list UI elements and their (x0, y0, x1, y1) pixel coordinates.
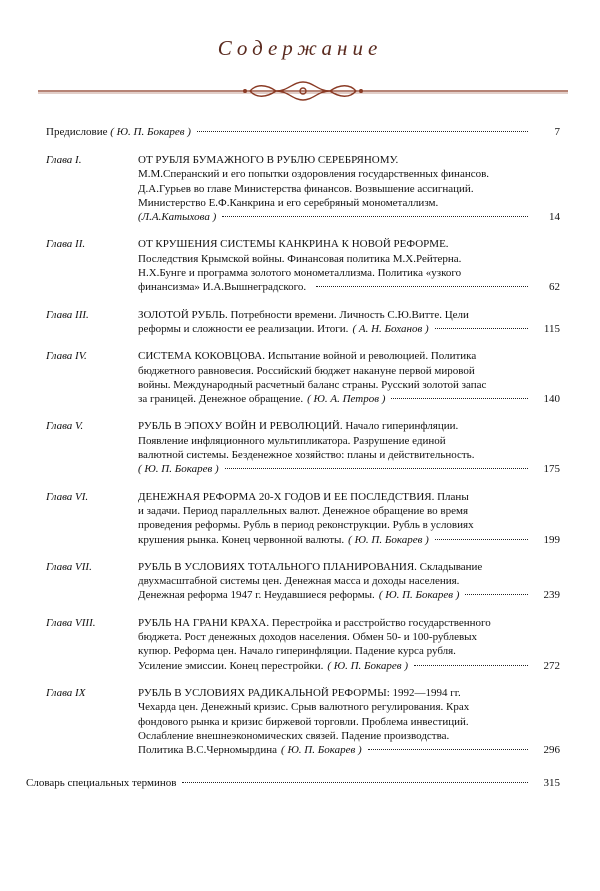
page-number: 115 (543, 322, 560, 335)
chapter-spacer (46, 139, 560, 153)
chapter-title: ДЕНЕЖНАЯ РЕФОРМА 20-Х ГОДОВ И ЕЕ ПОСЛЕДСТВИЯ. Планы (138, 490, 469, 503)
chapter-title: ЗОЛОТОЙ РУБЛЬ. Потребности времени. Личность С.Ю.Витте. Цели (138, 308, 469, 321)
page-number: 62 (549, 281, 560, 294)
dot-leader (435, 539, 528, 540)
chapter-description-line: войны. Международный расчетный баланс страны. Русский золотой запас (138, 378, 487, 391)
chapter-description-line: двухмасштабной системы цен. Денежная масса и доходы населения. (138, 575, 460, 588)
preface-label: Предисловие (46, 126, 108, 138)
chapter-last-line (138, 588, 560, 602)
chapter-last-text: крушения рынка. Конец червонной валюты. (138, 533, 345, 546)
chapter-last-line (138, 210, 560, 224)
toc-chapter[interactable] (46, 490, 560, 547)
chapter-last-text: за границей. Денежное обращение. (138, 393, 304, 406)
dot-leader (197, 131, 528, 132)
chapter-last-line (138, 322, 560, 336)
chapter-body (138, 616, 560, 673)
chapter-body (138, 349, 560, 406)
dot-leader (435, 328, 528, 329)
chapter-spacer (46, 603, 560, 616)
toc-chapter[interactable] (46, 560, 560, 603)
chapter-body (138, 686, 560, 757)
chapter-body (138, 490, 560, 547)
dot-leader (391, 398, 528, 399)
page-number: 175 (543, 463, 560, 476)
dot-leader (368, 749, 528, 750)
page-number: 7 (554, 126, 560, 138)
toc-chapter[interactable] (46, 686, 560, 757)
chapter-description-line: валютной системы. Безденежное хозяйство: планы и действительность. (138, 449, 475, 462)
toc-chapter[interactable] (46, 237, 560, 294)
chapter-last-line (138, 280, 560, 294)
chapter-label: Глава V. (46, 420, 84, 433)
chapter-title: РУБЛЬ В ЭПОХУ ВОЙН И РЕВОЛЮЦИЙ. Начало гиперинфляции. (138, 420, 459, 433)
chapter-title: РУБЛЬ НА ГРАНИ КРАХА. Перестройка и расстройство государственного (138, 616, 491, 629)
chapter-description-line: проведения реформы. Рубль в период реконструкции. Рубль в условиях (138, 519, 474, 532)
chapter-last-line (138, 533, 560, 547)
toc-chapter[interactable] (46, 419, 560, 476)
toc-glossary[interactable] (26, 776, 560, 790)
page-title: Содержание (217, 36, 383, 60)
chapter-description-line: Министерство Е.Ф.Канкрина и его серебряный монометаллизм. (138, 196, 439, 209)
chapter-body (138, 560, 560, 603)
chapter-label: Глава I. (46, 154, 82, 166)
chapter-label: Глава III. (46, 308, 89, 321)
chapter-author: ( Ю. П. Бокарев ) (348, 533, 429, 546)
ornament-divider (38, 80, 568, 102)
chapter-description-line: Д.А.Гурьев во главе Министерства финансов. Возвышение ассигнаций. (138, 182, 474, 195)
chapter-description-line: купюр. Реформа цен. Начало гиперинфляции. Падение курса рубля. (138, 645, 456, 658)
dot-leader (182, 782, 528, 783)
chapter-description-line: бюджета. Рост денежных доходов населения. Обмен 50- и 100-рублевых (138, 631, 478, 644)
page-number: 296 (543, 744, 560, 757)
dot-leader (225, 468, 528, 469)
chapter-description-line: бюджетного равновесия. Российский бюджет накануне первой мировой (138, 364, 475, 377)
page-number: 14 (549, 211, 560, 224)
chapter-last-line (138, 392, 560, 406)
chapter-description-line: Чехарда цен. Денежный кризис. Срыв валютного регулирования. Крах (138, 701, 470, 714)
page-number: 272 (543, 659, 560, 672)
chapter-last-text: финансизма» И.А.Вышнеградского. (138, 281, 307, 294)
chapter-spacer (46, 336, 560, 349)
chapter-title: РУБЛЬ В УСЛОВИЯХ РАДИКАЛЬНОЙ РЕФОРМЫ: 1992—1994 гг. (138, 686, 461, 699)
toc-chapter[interactable] (46, 308, 560, 337)
glossary-label: Словарь специальных терминов (26, 777, 177, 790)
chapter-last-line (138, 743, 560, 757)
chapter-author: ( Ю. П. Бокарев ) (327, 659, 408, 672)
chapter-last-text: Политика В.С.Черномырдина (138, 744, 278, 757)
chapter-description-line: Ослабление внешнеэкономических связей. Падение производства. (138, 729, 450, 742)
dot-leader (222, 216, 528, 217)
chapter-last-text: реформы и сложности ее реализации. Итоги. (138, 322, 349, 335)
chapter-spacer (46, 295, 560, 308)
page-number: 199 (543, 533, 560, 546)
chapter-description-line: Н.Х.Бунге и программа золотого монометаллизма. Политика «узкого (138, 267, 462, 280)
chapter-spacer (46, 224, 560, 237)
chapter-description-line: Последствия Крымской войны. Финансовая политика М.Х.Рейтерна. (138, 252, 462, 265)
chapter-last-text: Усиление эмиссии. Конец перестройки. (138, 659, 324, 672)
chapter-body (138, 419, 560, 476)
chapter-spacer (46, 757, 560, 769)
chapter-description-line: и задачи. Период параллельных валют. Денежное обращение во время (138, 504, 469, 517)
chapter-label: Глава IV. (46, 350, 87, 363)
chapter-title: СИСТЕМА КОКОВЦОВА. Испытание войной и революцией. Политика (138, 350, 477, 363)
chapter-author: ( А. Н. Боханов ) (352, 322, 429, 335)
chapter-label: Глава II. (46, 238, 86, 251)
chapter-last-text: Денежная реформа 1947 г. Неудавшиеся реформы. (138, 589, 375, 602)
chapter-author: ( Ю. П. Бокарев ) (378, 589, 460, 602)
table-of-contents (26, 118, 560, 790)
chapter-description-line: Появление инфляционного мультипликатора. Разрушение единой (138, 434, 446, 447)
chapter-spacer (46, 547, 560, 560)
dot-leader (465, 594, 528, 595)
chapter-title: ОТ КРУШЕНИЯ СИСТЕМЫ КАНКРИНА К НОВОЙ РЕФОРМЕ. (138, 238, 449, 251)
chapter-label: Глава VII. (46, 560, 92, 573)
chapter-author: (Л.А.Катыхова ) (138, 211, 217, 224)
toc-chapter[interactable] (46, 349, 560, 406)
chapter-body (138, 308, 560, 337)
chapter-label: Глава IX (46, 686, 86, 699)
chapter-author: ( Ю. П. Бокарев ) (281, 744, 362, 757)
chapter-label: Глава VI. (46, 490, 89, 503)
chapter-author: ( Ю. П. Бокарев ) (138, 463, 219, 476)
chapter-title: РУБЛЬ В УСЛОВИЯХ ТОТАЛЬНОГО ПЛАНИРОВАНИЯ. Складывание (138, 560, 483, 573)
chapter-body (138, 237, 560, 294)
chapter-spacer (46, 406, 560, 419)
chapter-label: Глава VIII. (46, 616, 96, 629)
toc-chapter[interactable] (46, 153, 560, 224)
page-number: 315 (543, 777, 560, 790)
chapter-body (138, 153, 560, 224)
preface-author: ( Ю. П. Бокарев ) (110, 126, 191, 138)
chapter-spacer (46, 673, 560, 686)
chapter-spacer (46, 477, 560, 490)
toc-preface[interactable] (46, 125, 560, 139)
chapter-author: ( Ю. А. Петров ) (307, 393, 386, 406)
chapter-description-line: М.М.Сперанский и его попытки оздоровления государственных финансов. (138, 168, 490, 181)
toc-chapter[interactable] (46, 616, 560, 673)
chapter-title: ОТ РУБЛЯ БУМАЖНОГО В РУБЛЮ СЕРЕБРЯНОМУ. (138, 154, 399, 166)
chapter-list (46, 139, 560, 769)
dot-leader (414, 665, 528, 666)
page-number: 239 (543, 589, 560, 602)
chapter-last-line (138, 659, 560, 673)
page-number: 140 (543, 393, 560, 406)
dot-leader (316, 286, 528, 287)
chapter-last-line (138, 462, 560, 476)
chapter-description-line: фондового рынка и кризис биржевой торговли. Проблема инвестиций. (138, 715, 469, 728)
